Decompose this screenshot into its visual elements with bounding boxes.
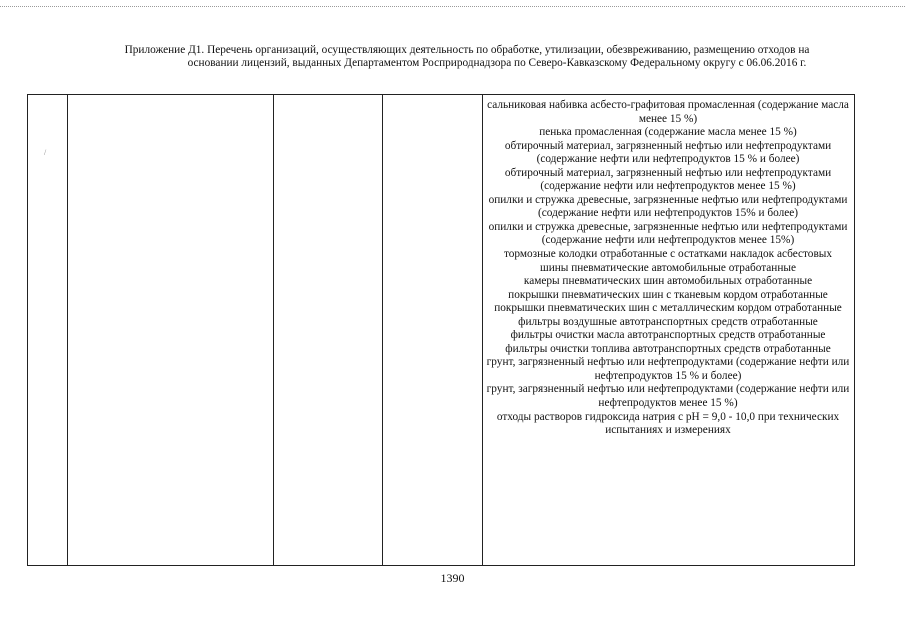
column-divider — [67, 95, 68, 565]
waste-item: шины пневматические автомобильные отработанные — [540, 261, 796, 274]
scan-edge-mark — [0, 6, 905, 11]
page-header — [86, 44, 848, 70]
waste-item: опилки и стружка древесные, загрязненные нефтью или нефтепродуктами (содержание нефти или нефтепродуктов 15% и более) — [488, 193, 848, 220]
header-line-2: основании лицензий, выданных Департаментом Росприроднадзора по Северо-Кавказскому Федеральному округу с 06.06.2016 г. — [187, 57, 807, 69]
waste-item: сальниковая набивка асбесто-графитовая промасленная (содержание масла менее 15 %) — [487, 99, 849, 125]
waste-item: грунт, загрязненный нефтью или нефтепродуктами (содержание нефти или нефтепродуктов 15 % и более) — [486, 356, 850, 382]
waste-item: фильтры воздушные автотранспортных средств отработанные — [518, 315, 818, 328]
waste-item: камеры пневматических шин автомобильных отработанные — [523, 275, 813, 288]
page-number: 1390 — [440, 571, 465, 585]
waste-item: пенька промасленная (содержание масла менее 15 %) — [539, 126, 797, 139]
column-divider — [273, 95, 274, 565]
table-border-left — [27, 95, 28, 565]
waste-item: грунт, загрязненный нефтью или нефтепродуктами (содержание нефти или нефтепродуктов менее 15 %) — [486, 383, 850, 410]
table-border-right — [854, 95, 855, 565]
waste-types-cell — [483, 99, 853, 438]
waste-item: обтирочный материал, загрязненный нефтью или нефтепродуктами (содержание нефти или нефтепродуктов менее 15 %) — [504, 166, 832, 193]
waste-item: покрышки пневматических шин с тканевым кордом отработанные — [508, 288, 828, 301]
waste-item: фильтры очистки масла автотранспортных средств отработанные — [510, 329, 826, 342]
waste-item: обтирочный материал, загрязненный нефтью или нефтепродуктами (содержание нефти или нефтепродуктов 15 % и более) — [504, 139, 832, 166]
header-line-1: Приложение Д1. Перечень организаций, осуществляющих деятельность по обработке, утилизации, обезвреживанию, размещению отходов на — [124, 44, 810, 56]
waste-item: тормозные колодки отработанные с остатками накладок асбестовых — [503, 248, 833, 261]
waste-item: фильтры очистки топлива автотранспортных средств отработанные — [505, 342, 831, 355]
waste-item: покрышки пневматических шин с металлическим кордом отработанные — [494, 302, 842, 315]
scan-speck: / — [44, 148, 47, 157]
column-divider — [382, 95, 383, 565]
waste-item: отходы растворов гидроксида натрия с рН = 9,0 - 10,0 при технических испытаниях и измерениях — [496, 410, 840, 437]
waste-item: опилки и стружка древесные, загрязненные нефтью или нефтепродуктами (содержание нефти или нефтепродуктов менее 15%) — [488, 220, 848, 247]
licenses-table — [27, 94, 855, 566]
